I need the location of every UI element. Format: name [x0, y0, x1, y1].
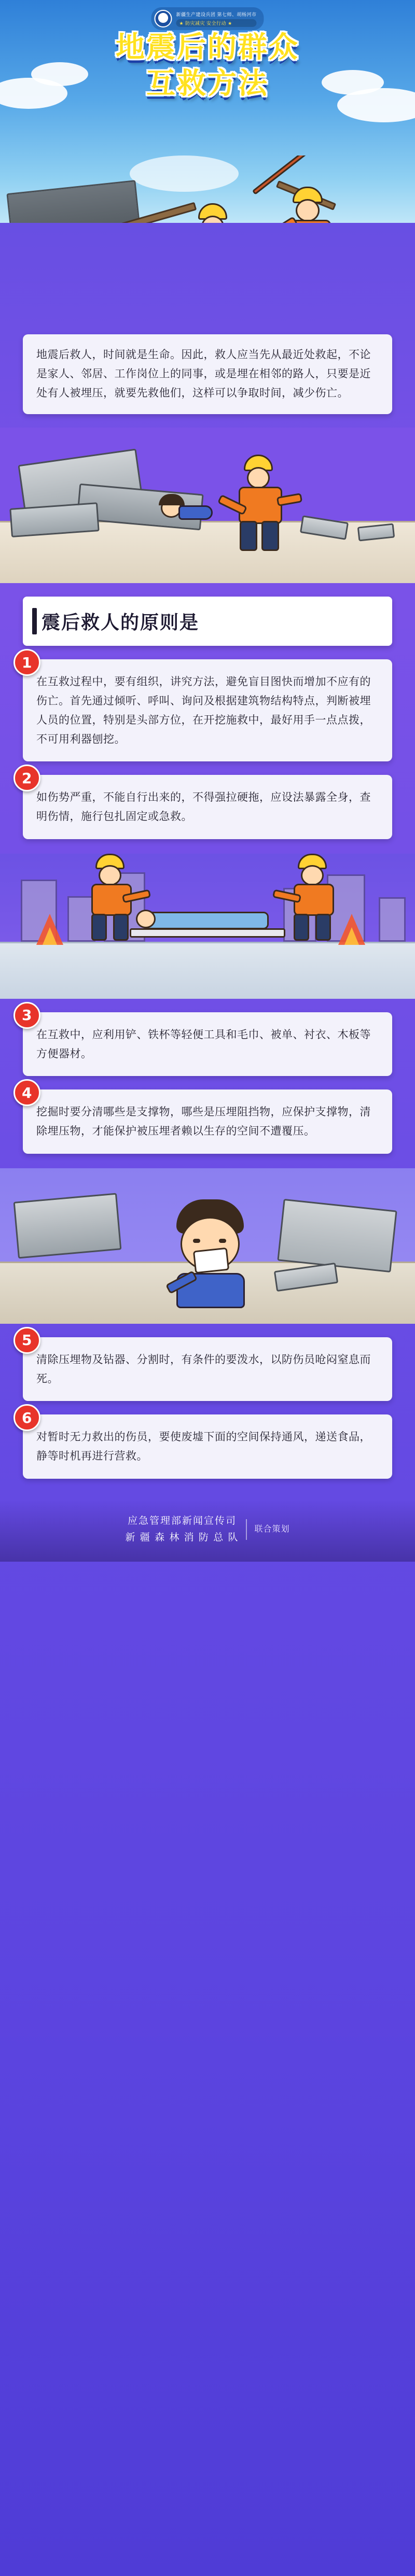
illustration-stretcher-evacuation: [0, 854, 415, 999]
list-item: [22, 1084, 392, 1154]
item-text: 挖掘时要分清哪些是支撑物，哪些是压埋阻挡物，应保护支撑物，清除埋压物，才能保护被压埋者赖以生存的空间不遭覆压。: [36, 1106, 371, 1137]
brand-line-1: 新疆生产建设兵团 第七师、胡杨河市: [176, 11, 257, 17]
rescue-worker: [223, 455, 301, 553]
concrete-slab: [277, 1199, 397, 1272]
injured-person-on-stretcher: [144, 912, 269, 929]
item-number-badge: 1: [13, 649, 40, 676]
item-text: 清除压埋物及钻器、分割时，有条件的要泼水，以防伤员呛闷窒息而死。: [36, 1353, 371, 1385]
list-item: [22, 1409, 392, 1479]
brand-bar: [151, 7, 264, 30]
item-number-badge: 2: [13, 765, 40, 791]
child-covering-mouth: [156, 1199, 270, 1308]
footer-tag: 联合策划: [254, 1525, 290, 1534]
page-title: [0, 32, 415, 100]
brand-line-2: ★ 防灾减灾 安全行动 ★: [176, 19, 256, 27]
intro-text: 地震后救人，时间就是生命。因此，救人应当先从最近处救起，不论是家人、邻居、工作岗位上的同事，或是埋在相邻的路人，只要是近处有人被埋压，就要先救他们，这样可以争取时间，减少伤亡。: [36, 349, 371, 399]
item-number-badge: 3: [13, 1002, 40, 1029]
illustration-debris-search: [0, 428, 415, 583]
intro-panel: [23, 334, 392, 414]
list-item: [22, 1332, 392, 1402]
illustration-dust-protection: [0, 1168, 415, 1324]
footer-line-1: 应急管理部新闻宣传司: [127, 1515, 237, 1526]
footer-line-2: 新 疆 森 林 消 防 总 队: [125, 1532, 239, 1544]
section-heading-text: 震后救人的原则是: [42, 612, 200, 634]
list-item: [22, 654, 392, 761]
item-text: 如伤势严重，不能自行出来的，不得强拉硬拖，应设法暴露全身，查明伤情，施行包扎固定或急救。: [36, 791, 371, 823]
item-number-badge: 5: [13, 1327, 40, 1354]
heading-accent-bar: [32, 608, 37, 634]
footer-divider: [246, 1519, 247, 1540]
rescue-worker-with-tool: [270, 187, 353, 223]
item-text: 在互救过程中，要有组织，讲究方法，避免盲目图快而增加不应有的伤亡。首先通过倾听、呼叫、询问及根据建筑物结构特点，判断被埋人员的位置，特别是头部方位，在开挖施救中，最好用手一点点拨，不可用利器刨挖。: [36, 676, 371, 745]
concrete-slab: [13, 1193, 122, 1258]
trapped-person: [156, 490, 218, 526]
item-text: 在互救中，应利用铲、铁杯等轻便工具和毛巾、被单、衬衣、木板等方便器材。: [36, 1028, 371, 1060]
item-number-badge: 6: [13, 1404, 40, 1431]
ground: [0, 942, 415, 999]
section-heading: [23, 597, 392, 646]
rescue-worker: [183, 203, 250, 223]
rescue-worker: [78, 854, 145, 942]
rescue-worker: [280, 854, 348, 942]
item-number-badge: 4: [13, 1079, 40, 1106]
stretcher: [130, 928, 285, 938]
footer: [0, 1499, 415, 1562]
concrete-slab: [6, 180, 142, 223]
title-line-1: 地震后的群众: [116, 31, 299, 64]
fire-icon: [43, 927, 57, 945]
fire-department-emblem-icon: [154, 10, 172, 27]
header-hero: [0, 0, 415, 223]
illustration-rubble-rescue: [0, 155, 415, 223]
list-item: [22, 769, 392, 839]
cloth-over-mouth: [193, 1247, 229, 1273]
item-text: 对暂时无力救出的伤员，要使废墟下面的空间保持通风，递送食品，静等时机再进行营救。: [36, 1431, 371, 1462]
title-line-2: 互救方法: [146, 67, 269, 101]
list-item: [22, 1007, 392, 1077]
